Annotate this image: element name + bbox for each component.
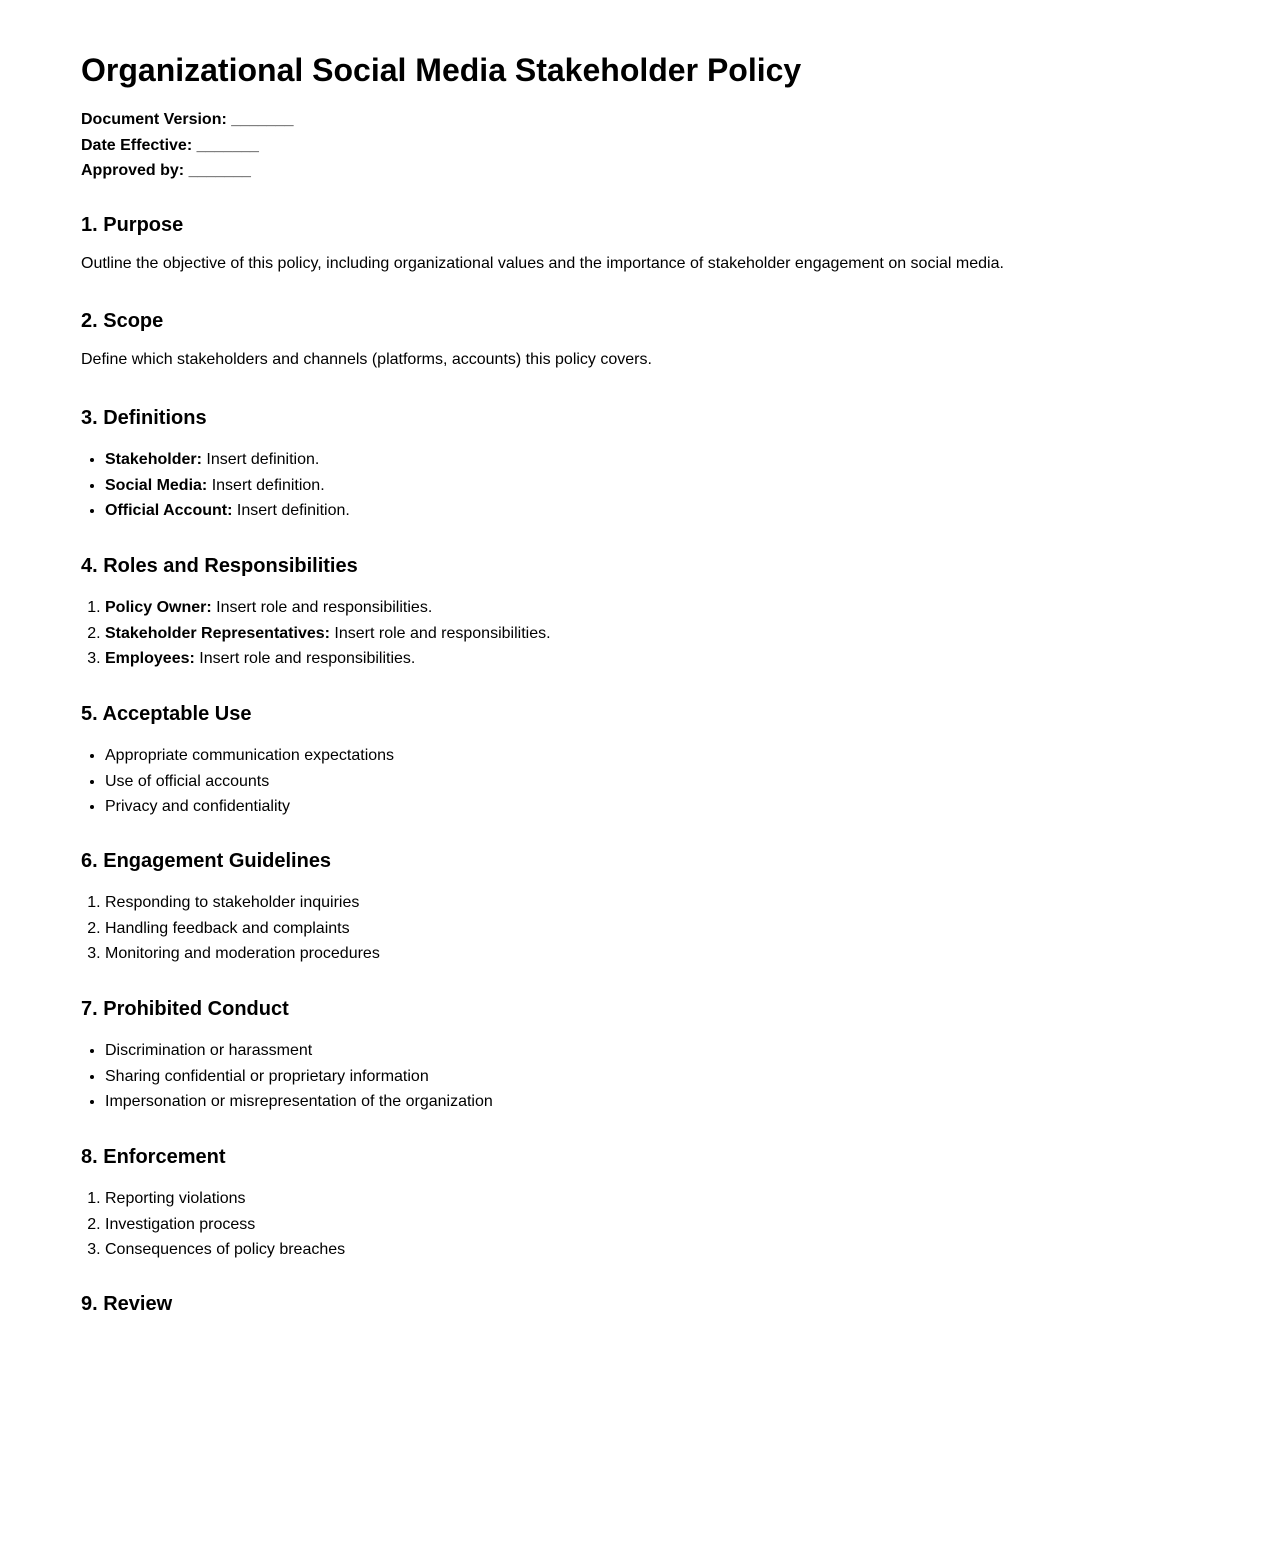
list-item: 3. Monitoring and moderation procedures (105, 941, 1181, 967)
policy-document (81, 0, 1181, 1315)
list-item: • Appropriate communication expectations (105, 743, 1181, 769)
section-acceptable-use (81, 702, 1181, 820)
section-definitions (81, 406, 1181, 524)
section-review (81, 1292, 1181, 1316)
meta-approved-by: Approved by: _______ (81, 162, 251, 179)
section-heading: 7. Prohibited Conduct (81, 998, 289, 1020)
document-meta (81, 107, 294, 184)
list-item: 1. Responding to stakeholder inquiries (105, 890, 1181, 916)
section-heading: 3. Definitions (81, 407, 207, 429)
list-item: • Privacy and confidentiality (105, 794, 1181, 820)
list-item: • Social Media: Insert definition. (105, 473, 1181, 499)
list-item: • Official Account: Insert definition. (105, 498, 1181, 524)
acceptable-use-list (81, 743, 1181, 820)
section-heading: 9. Review (81, 1293, 173, 1315)
list-item: • Discrimination or harassment (105, 1038, 1181, 1064)
list-item: 3. Consequences of policy breaches (105, 1237, 1181, 1263)
meta-date-effective: Date Effective: _______ (81, 136, 259, 154)
section-scope (81, 309, 1181, 370)
section-roles (81, 554, 1181, 672)
section-paragraph: Outline the objective of this policy, including organizational values and the importance of stakeholder engagement on social media. (81, 255, 1004, 272)
enforcement-list (81, 1186, 1181, 1263)
list-item: • Use of official accounts (105, 769, 1181, 795)
meta-document-version: Document Version: _______ (81, 111, 294, 128)
section-heading: 5. Acceptable Use (81, 703, 252, 725)
page-title: Organizational Social Media Stakeholder Policy (81, 52, 802, 88)
roles-list (81, 595, 1181, 672)
engagement-list (81, 890, 1181, 967)
list-item: • Stakeholder: Insert definition. (105, 447, 1181, 473)
list-item: 2. Stakeholder Representatives: Insert role and responsibilities. (105, 621, 1181, 647)
section-paragraph: Define which stakeholders and channels (platforms, accounts) this policy covers. (81, 351, 652, 368)
prohibited-conduct-list (81, 1038, 1181, 1115)
section-heading: 6. Engagement Guidelines (81, 850, 332, 872)
section-prohibited-conduct (81, 997, 1181, 1115)
definitions-list (81, 447, 1181, 524)
section-enforcement (81, 1145, 1181, 1263)
list-item: 2. Handling feedback and complaints (105, 916, 1181, 942)
list-item: 2. Investigation process (105, 1212, 1181, 1238)
section-heading: 1. Purpose (81, 214, 184, 236)
section-engagement (81, 849, 1181, 967)
section-heading: 2. Scope (81, 310, 164, 332)
list-item: • Sharing confidential or proprietary information (105, 1064, 1181, 1090)
list-item: 1. Policy Owner: Insert role and responsibilities. (105, 595, 1181, 621)
list-item: 3. Employees: Insert role and responsibilities. (105, 646, 1181, 672)
list-item: • Impersonation or misrepresentation of the organization (105, 1089, 1181, 1115)
section-purpose (81, 213, 1181, 274)
list-item: 1. Reporting violations (105, 1186, 1181, 1212)
section-heading: 4. Roles and Responsibilities (81, 555, 358, 577)
section-heading: 8. Enforcement (81, 1146, 226, 1168)
